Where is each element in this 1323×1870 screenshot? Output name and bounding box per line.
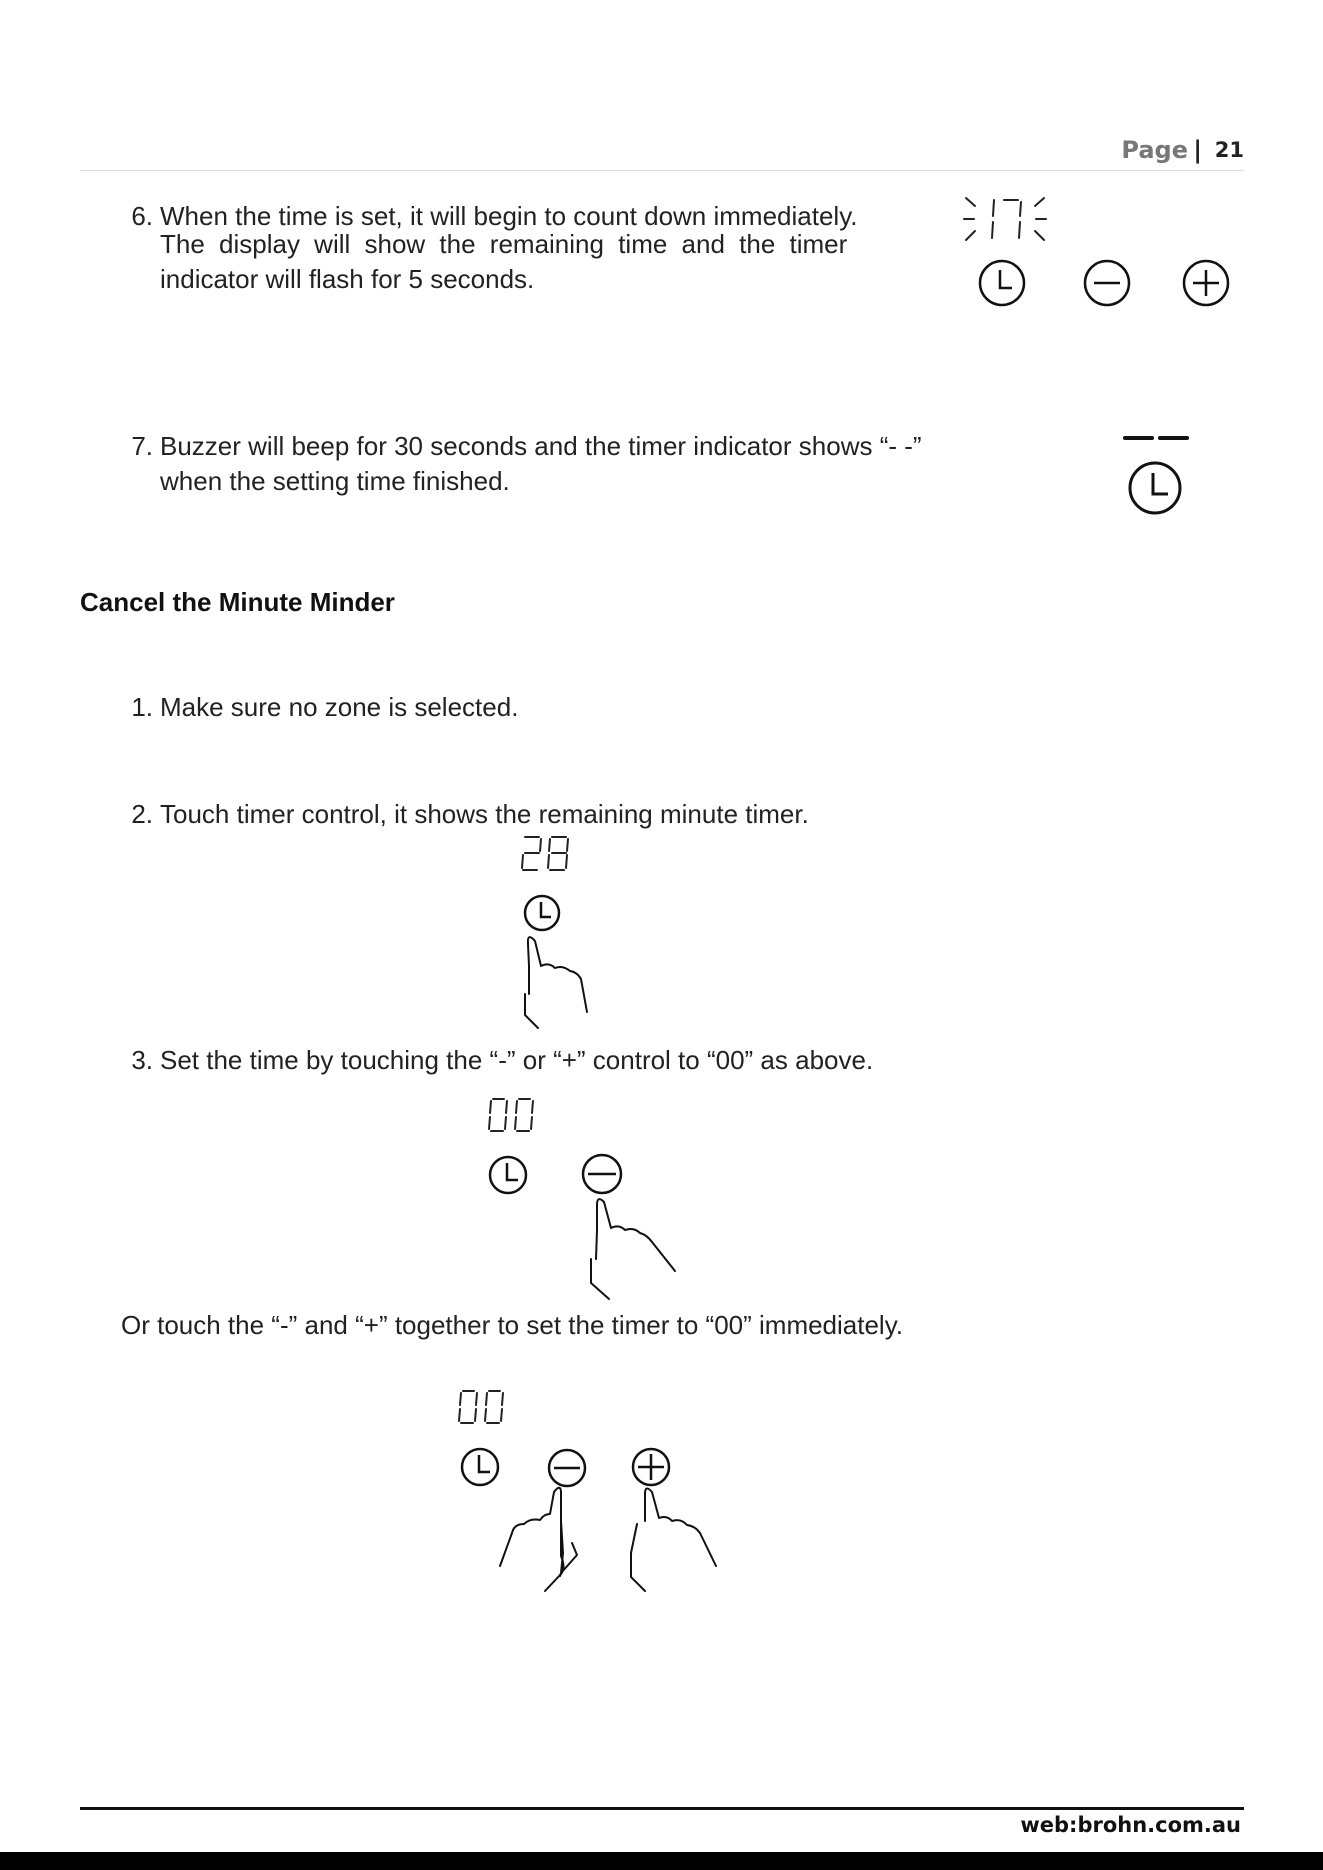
step-text: Touch timer control, it shows the remaining minute timer. [160,799,809,829]
hand-pointer-icon [500,1488,577,1591]
plus-icon [633,1449,669,1485]
page-number: 21 [1214,138,1244,162]
timer-icon [462,1449,498,1485]
footer-divider [80,1807,1244,1810]
section-title: Cancel the Minute Minder [80,587,395,617]
step-text: Make sure no zone is selected. [160,692,519,722]
step-line: The display will show the remaining time and the timer [160,229,848,259]
step-7 [131,429,1040,499]
bottom-bar [0,1852,1323,1870]
step-text: Set the time by touching the “-” or “+” control to “00” as above. [160,1045,874,1075]
minus-icon [549,1450,585,1486]
step-number: 6. [131,201,153,231]
cancel-step-1 [131,690,519,725]
timer-icon [525,896,559,930]
step-line: Buzzer will beep for 30 seconds and the timer indicator shows “- -” [160,431,922,461]
step-number: 3. [131,1045,153,1075]
step-number: 1. [131,692,153,722]
timer-icon [1130,463,1180,513]
minus-icon [1084,260,1132,308]
display-28 [522,837,568,870]
display-flashing-17 [960,196,1050,246]
page-label: Page [1121,136,1188,164]
page-header [80,128,1244,171]
step-line: When the time is set, it will begin to count down immediately. [160,201,858,231]
hand-pointer-icon [591,1199,675,1299]
footer-website: web:brohn.com.au [1020,1813,1241,1837]
figure-touch-minus [480,1096,690,1301]
hand-pointer-icon [525,937,587,1028]
page-separator: | [1193,136,1202,164]
step-6 [131,199,960,297]
step-number: 7. [131,431,153,461]
display-dashes [1122,432,1194,516]
figure-touch-timer [515,834,625,1039]
step-number: 2. [131,799,153,829]
cancel-step-2 [131,797,1060,832]
display-00 [489,1099,533,1131]
step-line: indicator will flash for 5 seconds. [160,264,535,294]
timer-icon [979,260,1027,308]
cancel-step-3 [131,1043,1160,1078]
minus-icon [583,1155,621,1193]
alternative-text: Or touch the “-” and “+” together to set the timer to “00” immediately. [121,1310,904,1340]
display-00 [459,1391,503,1423]
figure-touch-minus-plus [450,1388,730,1598]
step-line: when the setting time finished. [160,466,510,496]
timer-icon [490,1157,526,1193]
hand-pointer-icon [631,1488,716,1591]
plus-icon [1183,260,1231,308]
